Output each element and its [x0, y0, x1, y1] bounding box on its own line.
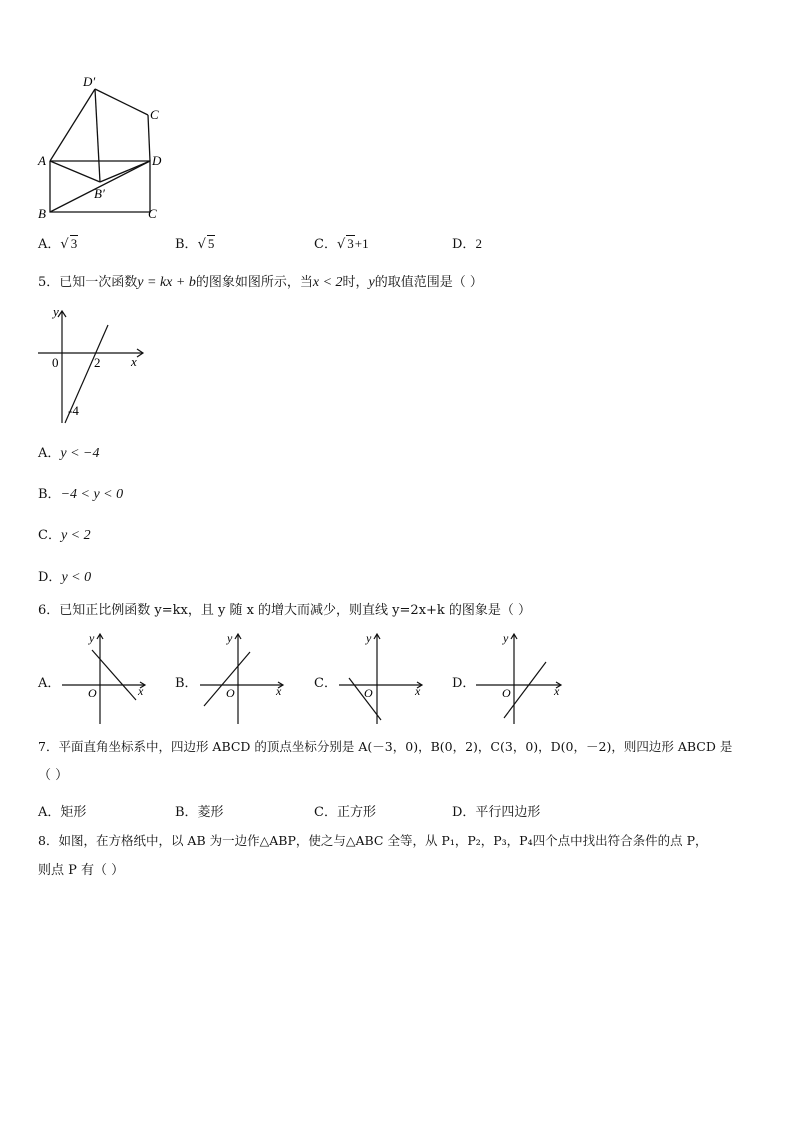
q7-stem-line2: （ ）	[38, 768, 69, 783]
q6-a-origin-label: O	[88, 686, 97, 700]
label-d: D	[152, 153, 162, 168]
q5-option-c[interactable]: C．y < 2	[38, 528, 91, 543]
q7-option-c[interactable]: C．正方形	[314, 805, 376, 820]
q5-x-label: x	[131, 354, 137, 369]
q4-option-d[interactable]: D．2	[452, 236, 482, 252]
label-c-bottom: C	[148, 206, 157, 221]
label-d-prime: D′	[83, 74, 96, 89]
q6-c-y-label: y	[366, 631, 372, 645]
q5-y-label: y	[53, 305, 59, 319]
q6-b-x-label: x	[276, 684, 282, 698]
q5-graph	[35, 305, 150, 427]
q7-option-d[interactable]: D．平行四边形	[452, 805, 541, 820]
q5-stem: 5．已知一次函数y = kx + b的图象如图所示，当x < 2时，y的取值范围是（ ）	[38, 275, 483, 290]
q5-y-intercept-label: -4	[68, 403, 79, 418]
q5-origin-label: 0	[52, 355, 59, 370]
q6-b-origin-label: O	[226, 686, 235, 700]
label-a: A	[38, 153, 46, 168]
q6-option-d-label[interactable]: D．	[452, 676, 476, 691]
q4-option-c[interactable]: C．√ 3+1	[314, 236, 369, 252]
q7-option-a[interactable]: A．矩形	[38, 805, 87, 820]
q8-stem-line2: 则点 P 有（ ）	[38, 863, 125, 878]
q6-graph-a[interactable]	[60, 628, 150, 726]
label-b: B	[38, 206, 46, 221]
q6-d-x-label: x	[554, 684, 560, 698]
q6-d-origin-label: O	[502, 686, 511, 700]
label-b-prime: B′	[94, 186, 105, 201]
q6-b-y-label: y	[227, 631, 233, 645]
q5-option-a[interactable]: A．y < −4	[38, 446, 100, 461]
q7-option-b[interactable]: B．菱形	[175, 805, 224, 820]
q6-c-origin-label: O	[364, 686, 373, 700]
q4-option-b[interactable]: B．√ 5	[175, 236, 215, 252]
q6-graph-b[interactable]	[198, 628, 288, 726]
q6-a-y-label: y	[89, 631, 95, 645]
q6-graph-d[interactable]	[474, 628, 566, 726]
label-c-top: C	[150, 107, 159, 122]
q4-figure	[30, 70, 180, 225]
q6-stem: 6．已知正比例函数 y=kx，且 y 随 x 的增大而减少，则直线 y=2x+k 的图象是（ ）	[38, 603, 532, 618]
q8-stem-line1: 8．如图，在方格纸中，以 AB 为一边作△ABP，使之与△ABC 全等，从 P₁，P₂，P₃，P₄四个点中找出符合条件的点 P，	[38, 833, 708, 848]
q6-d-y-label: y	[503, 631, 509, 645]
q6-option-a-label[interactable]: A．	[38, 676, 61, 691]
q6-a-x-label: x	[138, 684, 144, 698]
q7-stem-line1: 7．平面直角坐标系中，四边形 ABCD 的顶点坐标分别是 A(－3，0)，B(0，2)，C(3，0)，D(0，－2)，则四边形 ABCD 是	[38, 739, 733, 754]
q5-x-intercept-label: 2	[94, 355, 101, 370]
q6-c-x-label: x	[415, 684, 421, 698]
q6-option-b-label[interactable]: B．	[175, 676, 198, 691]
q6-graph-c[interactable]	[337, 628, 427, 726]
q4-option-a[interactable]: A．√ 3	[38, 236, 78, 252]
q6-option-c-label[interactable]: C．	[314, 676, 337, 691]
q5-option-b[interactable]: B．−4 < y < 0	[38, 487, 124, 502]
q5-option-d[interactable]: D．y < 0	[38, 570, 92, 585]
